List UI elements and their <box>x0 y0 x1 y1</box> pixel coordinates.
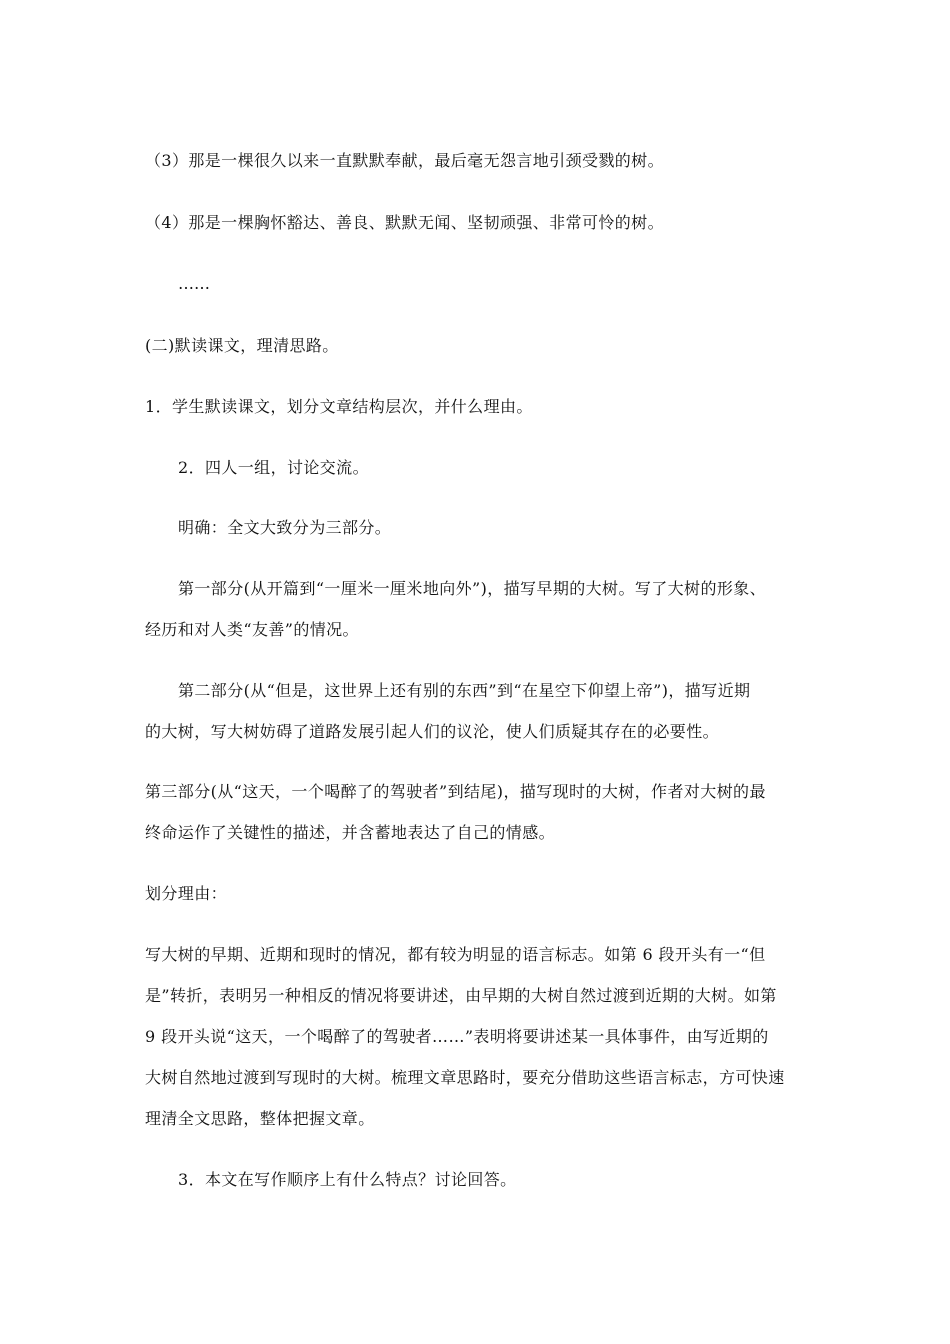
text-line-item-3: （3）那是一棵很久以来一直默默奉献，最后毫无怨言地引颈受戮的树。 <box>145 151 664 170</box>
ellipsis-line: …… <box>178 274 210 293</box>
reason-line-1: 写大树的早期、近期和现时的情况，都有较为明显的语言标志。如第 6 段开头有一“但 <box>145 945 766 964</box>
text-line-item-4: （4）那是一棵胸怀豁达、善良、默默无闻、坚韧顽强、非常可怜的树。 <box>145 213 664 232</box>
part-three-line-1: 第三部分(从“这天，一个喝醉了的驾驶者”到结尾)，描写现时的大树，作者对大树的最 <box>145 782 766 801</box>
section-heading-2: (二)默读课文，理清思路。 <box>145 336 339 355</box>
reason-line-5: 理清全文思路，整体把握文章。 <box>145 1109 375 1128</box>
step-2-text: 2．四人一组，讨论交流。 <box>178 458 369 477</box>
reason-line-4: 大树自然地过渡到写现时的大树。梳理文章思路时，要充分借助这些语言标志，方可快速 <box>145 1068 785 1087</box>
reason-line-2: 是”转折，表明另一种相反的情况将要讲述，由早期的大树自然过渡到近期的大树。如第 <box>145 986 777 1005</box>
reason-line-3: 9 段开头说“这天，一个喝醉了的驾驶者……”表明将要讲述某一具体事件，由写近期的 <box>145 1027 769 1046</box>
step-3-question: 3．本文在写作顺序上有什么特点？讨论回答。 <box>178 1170 517 1189</box>
step-1-text: 1．学生默读课文，划分文章结构层次，并什么理由。 <box>145 397 533 416</box>
part-one-line-2: 经历和对人类“友善”的情况。 <box>145 620 359 639</box>
part-one-line-1: 第一部分(从开篇到“一厘米一厘米地向外”)，描写早期的大树。写了大树的形象、 <box>178 579 767 598</box>
clarification-text: 明确：全文大致分为三部分。 <box>178 518 392 537</box>
part-three-line-2: 终命运作了关键性的描述，并含蓄地表达了自己的情感。 <box>145 823 556 842</box>
part-two-line-1: 第二部分(从“但是，这世界上还有别的东西”到“在星空下仰望上帝”)，描写近期 <box>178 681 751 700</box>
division-reason-heading: 划分理由： <box>145 884 228 903</box>
part-two-line-2: 的大树，写大树妨碍了道路发展引起人们的议沦，使人们质疑其存在的必要性。 <box>145 722 720 741</box>
